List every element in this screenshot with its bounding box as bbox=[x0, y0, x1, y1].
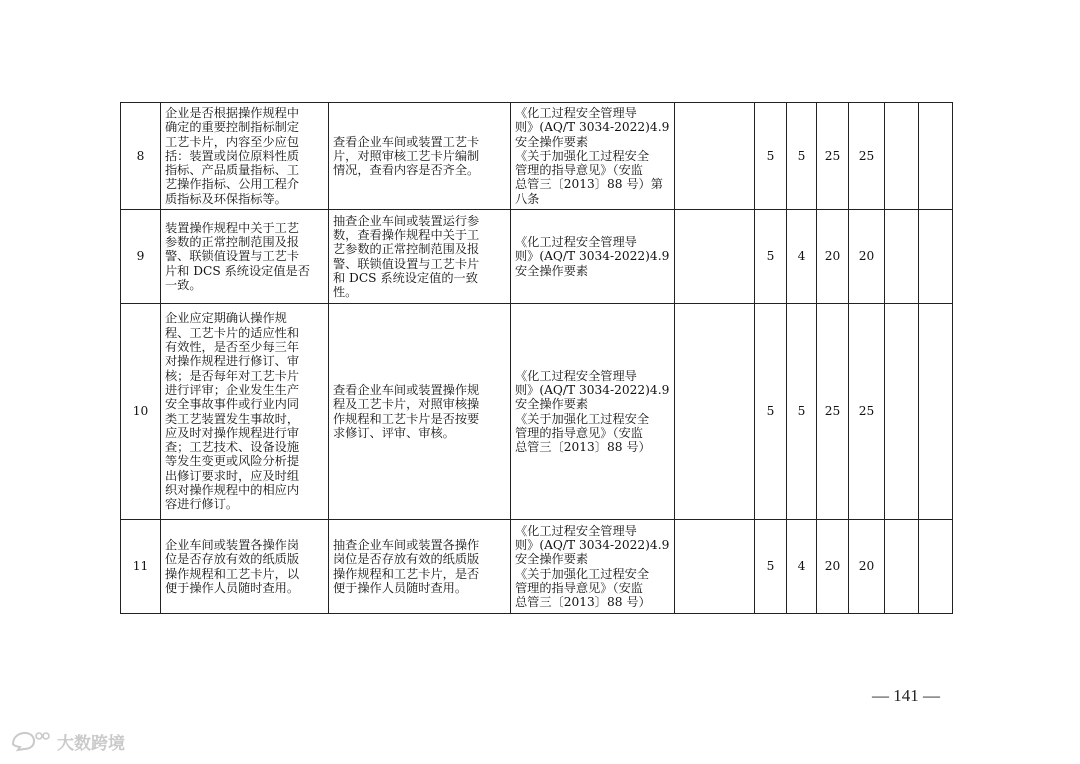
score-cell: 20 bbox=[817, 210, 849, 304]
score-cell: 5 bbox=[755, 520, 787, 614]
item-content: 企业车间或装置各操作岗 位是否存放有效的纸质版 操作规程和工艺卡片，以 便于操作人员随时查用。 bbox=[161, 520, 329, 614]
blank-cell bbox=[675, 304, 755, 520]
table-row bbox=[121, 103, 953, 210]
blank-cell bbox=[885, 210, 919, 304]
score-cell: 25 bbox=[817, 304, 849, 520]
item-method: 查看企业车间或装置操作规 程及工艺卡片，对照审核操 作规程和工艺卡片是否按要 求修订、评审、审核。 bbox=[329, 304, 511, 520]
score-cell: 25 bbox=[849, 103, 885, 210]
score-cell: 25 bbox=[849, 304, 885, 520]
blank-cell bbox=[675, 520, 755, 614]
score-cell: 20 bbox=[849, 210, 885, 304]
item-number: 9 bbox=[121, 210, 161, 304]
score-cell: 5 bbox=[787, 304, 817, 520]
item-number: 10 bbox=[121, 304, 161, 520]
blank-cell bbox=[919, 304, 953, 520]
item-content: 企业是否根据操作规程中 确定的重要控制指标制定 工艺卡片，内容至少应包 括：装置或岗位原料性质 指标、产品质量指标、工 艺操作指标、公用工程介 质指标及环保指标等。 bbox=[161, 103, 329, 210]
score-cell: 25 bbox=[817, 103, 849, 210]
blank-cell bbox=[675, 103, 755, 210]
item-basis: 《化工过程安全管理导 则》(AQ/T 3034-2022)4.9 安全操作要素 bbox=[511, 210, 675, 304]
blank-cell bbox=[885, 103, 919, 210]
score-cell: 4 bbox=[787, 210, 817, 304]
item-number: 11 bbox=[121, 520, 161, 614]
blank-cell bbox=[885, 304, 919, 520]
blank-cell bbox=[675, 210, 755, 304]
item-method: 抽查企业车间或装置各操作 岗位是否存放有效的纸质版 操作规程和工艺卡片，是否 便于操作人员随时查用。 bbox=[329, 520, 511, 614]
page-number: — 141 — bbox=[872, 686, 940, 705]
score-cell: 5 bbox=[755, 304, 787, 520]
item-number: 8 bbox=[121, 103, 161, 210]
table-row bbox=[121, 304, 953, 520]
checklist-table bbox=[120, 102, 953, 614]
table-row bbox=[121, 210, 953, 304]
item-basis: 《化工过程安全管理导 则》(AQ/T 3034-2022)4.9 安全操作要素 《关于加强化工过程安全 管理的指导意见》（安监 总管三〔2013〕88 号） bbox=[511, 520, 675, 614]
item-content: 装置操作规程中关于工艺 参数的正常控制范围及报 警、联锁值设置与工艺卡 片和 DCS 系统设定值是否 一致。 bbox=[161, 210, 329, 304]
chat-bubble-logo-icon bbox=[10, 730, 52, 752]
blank-cell bbox=[919, 210, 953, 304]
watermark-text: 大数跨境 bbox=[57, 733, 125, 754]
blank-cell bbox=[919, 520, 953, 614]
score-cell: 4 bbox=[787, 520, 817, 614]
blank-cell bbox=[885, 520, 919, 614]
score-cell: 5 bbox=[755, 103, 787, 210]
item-method: 查看企业车间或装置工艺卡 片，对照审核工艺卡片编制 情况，查看内容是否齐全。 bbox=[329, 103, 511, 210]
score-cell: 20 bbox=[849, 520, 885, 614]
score-cell: 20 bbox=[817, 520, 849, 614]
watermark bbox=[10, 728, 125, 754]
score-cell: 5 bbox=[755, 210, 787, 304]
table-row bbox=[121, 520, 953, 614]
blank-cell bbox=[919, 103, 953, 210]
item-content: 企业应定期确认操作规 程、工艺卡片的适应性和 有效性，是否至少每三年 对操作规程进行修订、审 核；是否每年对工艺卡片 进行评审；企业发生生产 安全事故事件或行业内同 类工艺装置发生事故时， 应及时对操作规程进行审 查；工艺技术、设备设施 等发生变更或风险分析提 出修订要求时，应及时组 织对操作规程中的相应内 容进行修订。 bbox=[161, 304, 329, 520]
item-basis: 《化工过程安全管理导 则》(AQ/T 3034-2022)4.9 安全操作要素 《关于加强化工过程安全 管理的指导意见》（安监 总管三〔2013〕88 号）第 八条 bbox=[511, 103, 675, 210]
item-method: 抽查企业车间或装置运行参 数，查看操作规程中关于工 艺参数的正常控制范围及报 警、联锁值设置与工艺卡片 和 DCS 系统设定值的一致 性。 bbox=[329, 210, 511, 304]
item-basis: 《化工过程安全管理导 则》(AQ/T 3034-2022)4.9 安全操作要素 《关于加强化工过程安全 管理的指导意见》（安监 总管三〔2013〕88 号） bbox=[511, 304, 675, 520]
score-cell: 5 bbox=[787, 103, 817, 210]
